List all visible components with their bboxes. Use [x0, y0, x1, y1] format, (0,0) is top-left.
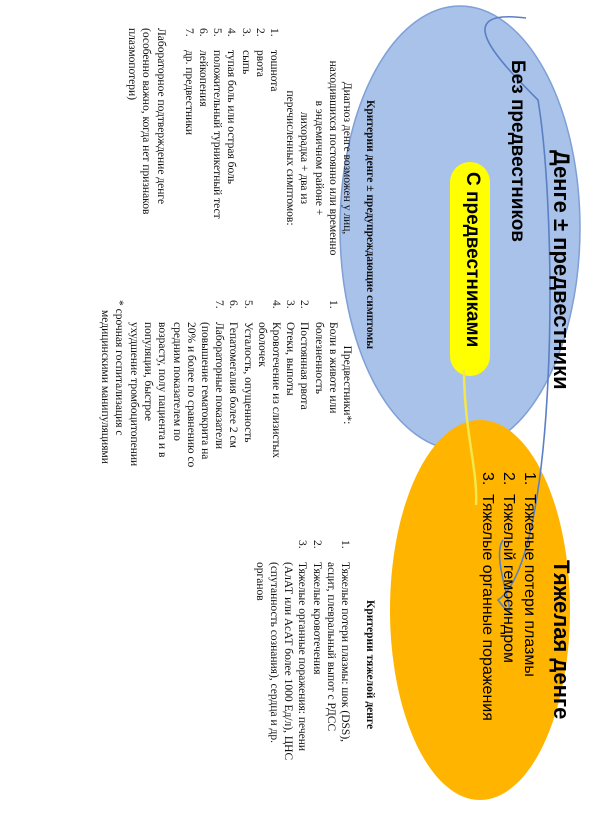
diagnosis-intro: Диагноз денге возможен у лиц, находившихся постоянно или временно в эндемичном районе + лихорадка + два из перечисленных симптомов:: [284, 60, 353, 256]
no-warning-label: Без предвестников: [507, 60, 528, 242]
severe-item: 2. Тяжелый гемосиндром: [500, 472, 517, 664]
warning-sign-item: 1. Боли в животе или болезненность: [312, 300, 339, 414]
warning-signs-list: [127, 300, 340, 470]
warning-signs-heading: Предвестники*:: [341, 345, 353, 425]
symptom-item: 2. рвота: [253, 28, 266, 77]
symptom-item: 7. др. предвестники: [182, 28, 195, 135]
severe-criterion-item: 1. Тяжелые потери плазмы: шок (DSS), асцит, плевральный выпот с РДСС: [324, 540, 351, 743]
severe-criteria-list: [253, 540, 352, 820]
severe-item: 3. Тяжелые органные поражения: [479, 472, 496, 721]
criteria-warning-left: [125, 28, 354, 288]
warning-sign-item: 2. Постоянная рвота: [298, 300, 311, 410]
symptom-item: 3. сыпь: [239, 28, 252, 75]
warning-sign-item: 5. Усталость, опущенность: [241, 300, 254, 443]
criteria-warning-right: [97, 300, 354, 470]
severe-title: Тяжелая денге: [549, 560, 574, 720]
lab-confirmation: Лабораторное подтверждение денге (особенно важно, когда нет признаков плазмопотери): [126, 28, 167, 215]
criteria-warning-title: Критерии денге ± предупреждающие симптомы: [364, 100, 376, 350]
criteria-severe-title: Критерии тяжелой денге: [364, 600, 376, 730]
main-title: Денге ± предвестники: [549, 150, 574, 390]
severe-criterion-item: 2. Тяжелые кровотечения: [310, 540, 323, 675]
warning-sign-item: 3. Отеки, выпоты: [284, 300, 297, 396]
warning-sign-item: 6. Гепатомегалия более 2 см: [227, 300, 240, 448]
severe-criterion-item: 3. Тяжелые органные поражения: печени (АлАТ или АсАТ более 1000 Ед/л), ЦНС (спутанность сознания), сердца и др. органов: [253, 540, 309, 761]
warning-sign-item: 4. Кровотечение из слизистых оболочек: [255, 300, 282, 459]
symptom-item: 6. лейкопения: [196, 28, 209, 107]
severe-item: 1. Тяжелые потери плазмы: [521, 472, 538, 677]
symptom-item: 5. положительный турникетный тест: [211, 28, 224, 219]
symptom-item: 1. тошнота: [267, 28, 280, 92]
hospitalization-note: * срочная госпитализация с медицинскими манипуляциями: [98, 300, 125, 464]
severe-items-list: [477, 472, 540, 792]
with-warning-label: С предвестниками: [462, 172, 483, 348]
symptom-item: 4. тупая боль или острая боль: [225, 28, 238, 185]
warning-sign-item: 7. Лабораторные показатели (повышение гематокрита на 20% и более по сравнению со средним показателем по возрасту, полу пациента и в популяции, быстрое ухудшение тромбоцитопении: [127, 300, 226, 468]
symptom-list: [182, 28, 281, 288]
